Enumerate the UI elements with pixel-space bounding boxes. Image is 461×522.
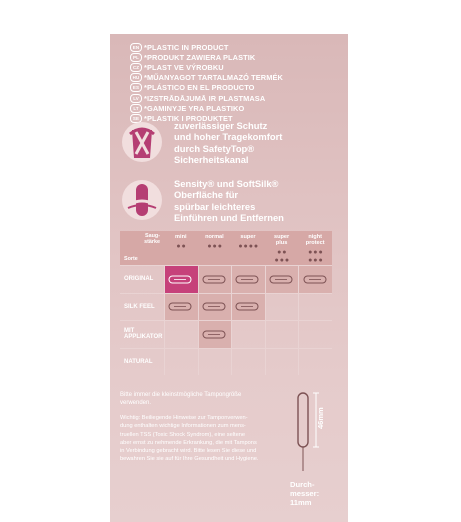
tampon-dimension-graphic — [288, 389, 346, 519]
table-cell — [164, 321, 198, 348]
column-normal — [198, 231, 232, 265]
absorbency-table — [120, 231, 332, 375]
table-row — [120, 320, 332, 348]
table-cell — [164, 266, 198, 293]
plastic-warning-item — [130, 52, 283, 62]
plastic-warning-text: *GAMINYJE YRA PLASTIKO — [144, 103, 245, 113]
drops-icon: ● ● ● ● ● — [274, 249, 289, 264]
feature-safetytop-text: zuverlässiger Schutz und hoher Tragekomfort durch SafetyTop® Sicherheitskanal — [174, 120, 283, 166]
table-cell — [298, 349, 332, 376]
tampon-size-icon — [288, 389, 346, 479]
table-row — [120, 348, 332, 376]
language-code-badge: EN — [130, 43, 142, 52]
table-cell — [198, 349, 232, 376]
row-label: NATURAL — [124, 358, 153, 365]
table-cell — [231, 294, 265, 321]
table-cell — [298, 294, 332, 321]
plastic-warning-item — [130, 62, 283, 72]
column-super-plus — [265, 231, 299, 265]
tampon-icon — [303, 275, 329, 284]
column-normal-name: normal — [205, 234, 224, 240]
column-night-protect-name: night protect — [305, 234, 325, 246]
plastic-warning-item — [130, 42, 283, 52]
language-code-badge: LT — [130, 104, 142, 113]
plastic-warning-text: *IZSTRĀDĀJUMĀ IR PLASTMASA — [144, 93, 266, 103]
feature-softsilk-text: Sensity® und SoftSilk® Oberfläche für spürbar leichteres Einführen und Entfernen — [174, 178, 284, 224]
plastic-warning-text: *PLÁSTICO EN EL PRODUCTO — [144, 83, 255, 93]
plastic-warning-item — [130, 93, 283, 103]
tss-warning: Wichtig: Beiliegende Hinweise zur Tamponverwen- dung enthalten wichtige Informationen zum mens- truellen TSS (Toxic Shock Syndrom), eine seltene aber ernst zu nehmende Erkrankung, die mit Tampons in Verbindung gebracht wird. Bitte lesen Sie diese und bewahren Sie sie auf für Ihre Gesundheit und Hygiene. — [120, 415, 259, 463]
tampon-icon — [202, 330, 228, 339]
softsilk-tampon-icon — [120, 178, 164, 222]
safetytop-tampon-icon — [120, 120, 164, 164]
language-code-badge: SE — [130, 114, 142, 123]
table-cell — [164, 294, 198, 321]
length-label: 46mm — [316, 407, 325, 429]
tampon-icon — [168, 275, 194, 284]
tampon-icon — [235, 275, 261, 284]
column-night-protect — [298, 231, 332, 265]
drops-icon: ● ● ● — [207, 243, 222, 250]
row-label: SILK FEEL — [124, 303, 155, 310]
table-row — [120, 265, 332, 293]
plastic-warning-list — [130, 42, 283, 124]
tampon-icon — [202, 275, 228, 284]
plastic-warning-item — [130, 83, 283, 93]
header-corner — [120, 231, 164, 265]
saugstaerke-label: Saug- stärke — [144, 233, 160, 245]
plastic-warning-text: *PRODUKT ZAWIERA PLASTIK — [144, 52, 256, 62]
tampon-icon — [202, 302, 228, 311]
tampon-icon — [168, 302, 194, 311]
absorbency-header-row — [120, 231, 332, 265]
sorte-label: Sorte — [124, 256, 138, 262]
table-cell — [265, 294, 299, 321]
table-cell — [298, 321, 332, 348]
plastic-warning-item — [130, 103, 283, 113]
column-mini — [164, 231, 198, 265]
row-label: ORIGINAL — [124, 276, 154, 282]
column-mini-name: mini — [175, 234, 187, 240]
column-super-name: super — [240, 234, 256, 240]
row-label: MIT APPLIKATOR — [124, 327, 163, 341]
table-row — [120, 293, 332, 321]
language-code-badge: PL — [130, 53, 142, 62]
drops-icon: ● ● ● ● ● ● — [308, 249, 323, 264]
table-cell — [265, 349, 299, 376]
plastic-warning-item — [130, 73, 283, 83]
table-cell — [164, 349, 198, 376]
packaging-panel — [110, 34, 348, 522]
plastic-warning-text: *PLAST VE VÝROBKU — [144, 62, 224, 72]
language-code-badge: HU — [130, 73, 142, 82]
drops-icon: ● ● — [176, 243, 186, 250]
drops-icon: ● ● ● ● — [238, 243, 258, 250]
table-cell — [231, 349, 265, 376]
column-super — [231, 231, 265, 265]
table-cell — [298, 266, 332, 293]
table-cell — [265, 266, 299, 293]
table-cell — [231, 321, 265, 348]
table-cell — [265, 321, 299, 348]
table-cell — [198, 321, 232, 348]
diameter-label: Durch- messer: 11mm — [290, 480, 320, 507]
plastic-warning-text: *PLASTIC IN PRODUCT — [144, 42, 229, 52]
tampon-icon — [269, 275, 295, 284]
table-cell — [198, 266, 232, 293]
column-super-plus-name: super plus — [273, 234, 290, 246]
table-cell — [198, 294, 232, 321]
language-code-badge: LV — [130, 94, 142, 103]
tampon-icon — [235, 302, 261, 311]
plastic-warning-text: *PLASTIK I PRODUKTET — [144, 113, 233, 123]
table-cell — [231, 266, 265, 293]
plastic-warning-text: *MŰANYAGOT TARTALMAZÓ TERMÉK — [144, 73, 283, 83]
language-code-badge: CZ — [130, 63, 142, 72]
size-note: Bitte immer die kleinstmögliche Tampongröße verwenden. — [120, 392, 242, 407]
language-code-badge: ES — [130, 83, 142, 92]
